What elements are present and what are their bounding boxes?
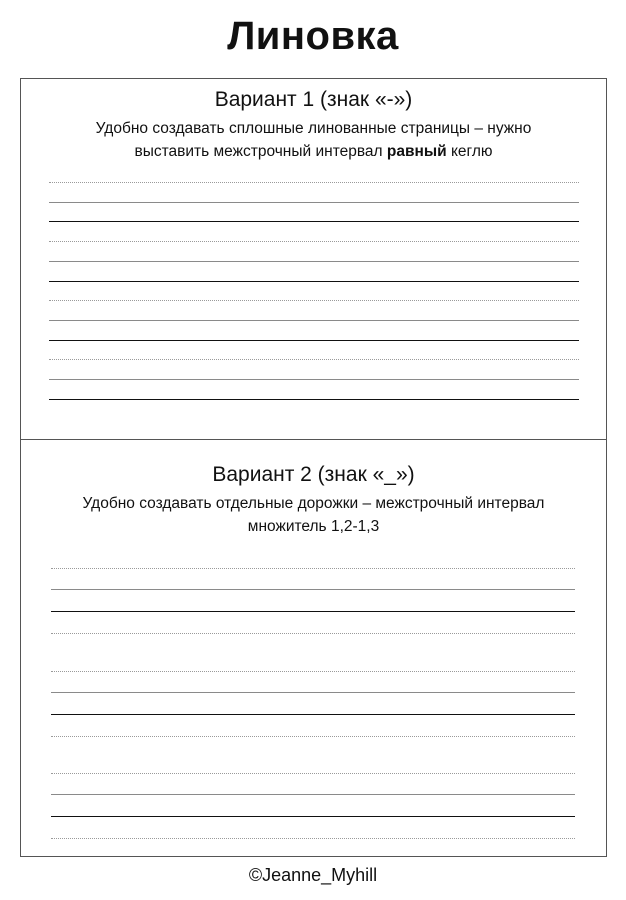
track-line <box>51 816 575 817</box>
page-title: Линовка <box>227 14 399 58</box>
track-line <box>51 589 575 590</box>
variant-2-description <box>21 492 606 538</box>
ruling-line <box>49 202 579 203</box>
variant-2-panel <box>20 439 607 857</box>
copyright-footer: ©Jeanne_Myhill <box>248 865 378 885</box>
track-line <box>51 773 575 774</box>
variant-1-description <box>21 117 606 163</box>
ruling-line <box>49 379 579 380</box>
variant-2-heading: Вариант 2 (знак «_») <box>212 463 415 486</box>
variant-1-desc-before: выставить межстрочный интервал <box>134 143 387 160</box>
ruling-line <box>49 261 579 262</box>
variant-2-desc-line1: Удобно создавать отдельные дорожки – межстрочный интервал <box>82 495 545 512</box>
variant-1-desc-bold: равный <box>386 143 447 160</box>
variant-1-desc-after: кеглю <box>446 143 493 160</box>
ruling-line <box>49 221 579 222</box>
track-line <box>51 633 575 634</box>
variant-2-desc-line2: множитель 1,2-1,3 <box>247 518 380 535</box>
ruling-line <box>49 182 579 183</box>
variant-1-desc-line1: Удобно создавать сплошные линованные страницы – нужно <box>95 120 532 137</box>
track-line <box>51 736 575 737</box>
track-line <box>51 838 575 839</box>
ruling-line <box>49 359 579 360</box>
track-line <box>51 794 575 795</box>
ruling-line <box>49 399 579 400</box>
ruling-line <box>49 241 579 242</box>
ruling-line <box>49 281 579 282</box>
track-line <box>51 714 575 715</box>
track-line <box>51 692 575 693</box>
ruling-line <box>49 300 579 301</box>
variant-1-panel <box>20 78 607 440</box>
variant-1-desc-line2 <box>21 140 606 163</box>
track-line <box>51 611 575 612</box>
ruling-line <box>49 340 579 341</box>
track-line <box>51 568 575 569</box>
track-line <box>51 671 575 672</box>
variant-1-heading: Вариант 1 (знак «-») <box>214 88 413 111</box>
ruling-line <box>49 320 579 321</box>
